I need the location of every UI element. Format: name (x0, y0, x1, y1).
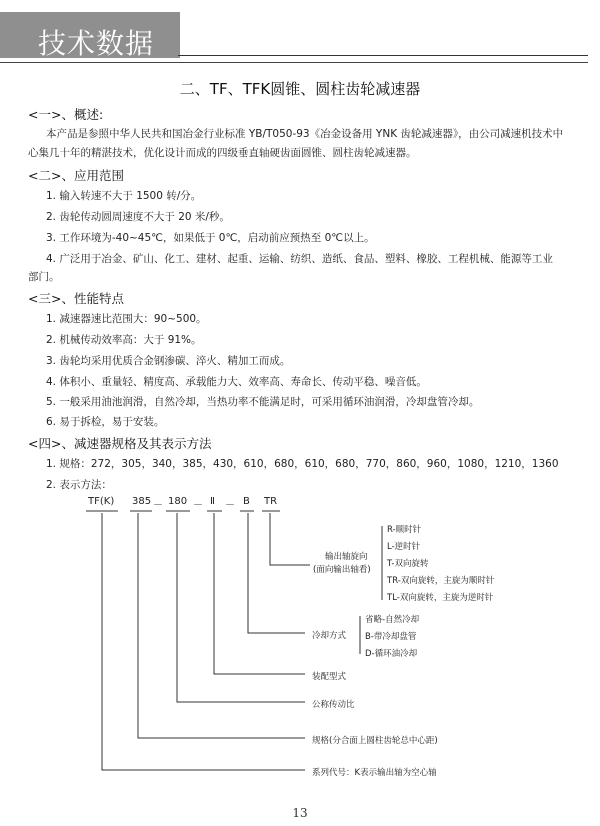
code-spec: 385 (132, 496, 152, 507)
heading-application: <二>、应用范围 (28, 168, 124, 183)
label-shaft-direction: 输出轴旋向 (325, 552, 368, 562)
page-title: 二、TF、TFK圆锥、圆柱齿轮减速器 (179, 80, 421, 98)
code-rotation: TR (264, 496, 278, 507)
application-item-1: 1. 输入转速不大于 1500 转/分。 (46, 190, 202, 202)
heading-spec-method: <四>、减速器规格及其表示方法 (28, 436, 212, 451)
cooling-option-oil: D-循环油冷却 (365, 649, 418, 659)
feature-item-3: 3. 齿轮均采用优质合金钢渗碳、淬火、精加工而成。 (46, 355, 291, 367)
code-dash-1: － (153, 500, 163, 511)
feature-item-2: 2. 机械传动效率高：大于 91%。 (46, 334, 202, 346)
code-dash-2: － (193, 500, 203, 511)
feature-item-1: 1. 减速器速比范围大：90~500。 (46, 313, 207, 325)
label-shaft-direction-note: (面向输出轴看) (313, 565, 371, 575)
label-cooling: 冷却方式 (312, 631, 347, 641)
cooling-option-coil: B-带冷却盘管 (365, 632, 417, 642)
overview-line-1: 本产品是参照中华人民共和国冶金行业标准 YB/T050-93《冶金设备用 YNK 齿轮减速器》，由公司减速机技术中 (46, 128, 564, 140)
label-spec: 规格(分合面上圆柱齿轮总中心距) (312, 736, 438, 746)
rotation-option-r: R-顺时针 (387, 525, 422, 535)
application-item-2: 2. 齿轮传动圆周速度不大于 20 米/秒。 (46, 211, 230, 223)
rotation-option-tl: TL-双向旋转，主旋为逆时针 (387, 593, 494, 603)
rotation-option-l: L-逆时针 (387, 542, 421, 552)
application-item-4-cont: 部门。 (28, 271, 60, 283)
spec-list: 1. 规格：272，305，340，385，430，610，680，610，680，770，860，960，1080，1210，1360 (46, 458, 559, 470)
heading-features: <三>、性能特点 (28, 291, 124, 306)
heading-overview: <一>、概述: (28, 107, 104, 122)
code-ratio: 180 (168, 496, 188, 507)
feature-item-4: 4. 体积小、重量轻、精度高、承载能力大、效率高、寿命长、传动平稳、噪音低。 (46, 376, 427, 388)
rotation-option-tr: TR-双向旋转，主旋为顺时针 (387, 576, 495, 586)
cooling-option-natural: 省略-自然冷却 (365, 615, 420, 625)
code-dash-3: － (225, 500, 235, 511)
application-item-3: 3. 工作环境为-40~45℃，如果低于 0℃，启动前应预热至 0℃以上。 (46, 232, 375, 244)
code-assembly: Ⅱ (210, 496, 215, 507)
method-label: 2. 表示方法： (46, 479, 112, 491)
code-cooling: B (243, 496, 250, 507)
page-number: 13 (292, 806, 308, 820)
label-assembly: 装配型式 (312, 672, 347, 682)
banner-title: 技术数据 (38, 27, 155, 60)
code-series: TF(K) (88, 496, 115, 507)
feature-item-6: 6. 易于拆检，易于安装。 (46, 416, 165, 428)
application-item-4: 4. 广泛用于冶金、矿山、化工、建材、起重、运输、纺织、造纸、食品、塑料、橡胶、工程机械、能源等工业 (46, 253, 553, 265)
label-series: 系列代号：K表示输出轴为空心轴 (312, 768, 437, 778)
overview-line-2: 心集几十年的精湛技术，优化设计而成的四级垂直轴硬齿面圆锥、圆柱齿轮减速器。 (28, 147, 417, 159)
label-ratio: 公称传动比 (312, 700, 355, 710)
feature-item-5: 5. 一般采用油池润滑，自然冷却，当热功率不能满足时，可采用循环油润滑，冷却盘管冷却。 (46, 396, 480, 408)
rotation-option-t: T-双向旋转 (387, 559, 429, 569)
